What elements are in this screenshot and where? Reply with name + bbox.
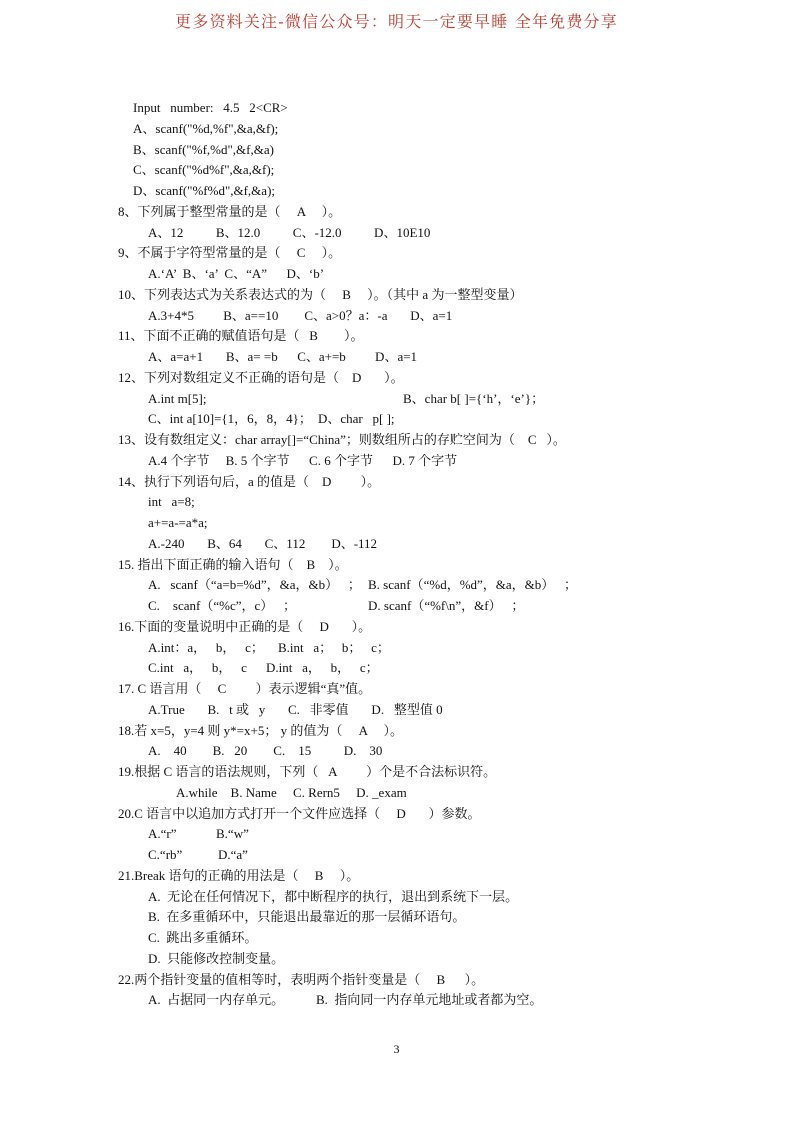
text-line [118, 866, 758, 887]
line-text: 14、执行下列语句后，a 的值是（ D ）。 [118, 473, 381, 489]
line-text: D、scanf("%f%d",&f,&a); [133, 183, 276, 198]
text-line [118, 575, 758, 596]
text-line [118, 243, 758, 264]
line-text: 8、下列属于整型常量的是（ A ）。 [118, 203, 342, 219]
line-text: A. scanf（“a=b=%d”，&a，&b） ； [148, 577, 361, 593]
text-line [118, 140, 758, 161]
text-line [118, 928, 758, 949]
text-line [118, 804, 758, 825]
line-text: A.“r” [148, 826, 177, 842]
line-text: A.4 个字节 B. 5 个字节 C. 6 个字节 D. 7 个字节 [148, 452, 458, 468]
line-text: A. 40 B. 20 C. 15 D. 30 [148, 743, 383, 759]
line-text: A. 无论在任何情况下，都中断程序的执行，退出到系统下一层。 [148, 888, 519, 904]
text-line [118, 783, 758, 804]
line-text: Input number: 4.5 2<CR> [133, 100, 288, 115]
page-number: 3 [393, 1042, 400, 1056]
text-line [118, 285, 758, 306]
text-line [118, 596, 758, 617]
text-line [118, 326, 758, 347]
text-line [118, 555, 758, 576]
text-line [118, 700, 758, 721]
text-line [118, 990, 758, 1011]
text-line [118, 223, 758, 244]
line-text: 22.两个指针变量的值相等时，表明两个指针变量是（ B ）。 [118, 971, 485, 987]
line-text: C. 跳出多重循环。 [148, 930, 258, 945]
text-line [118, 617, 758, 638]
line-text-column-2: B.“w” [216, 826, 249, 842]
line-text: 10、下列表达式为关系表达式的为（ B ）。（其中 a 为一整型变量） [118, 286, 523, 302]
line-text: A、12 B、12.0 C、-12.0 D、10E10 [148, 224, 431, 240]
line-text: C、scanf("%d%f",&a,&f); [133, 162, 275, 178]
line-text: a+=a-=a*a; [148, 515, 208, 530]
line-text: 13、设有数组定义：char array[]=“China”；则数组所占的存贮空间为（ C ）。 [118, 432, 566, 447]
line-text-column-2: D. scanf（“%f\n”，&f） ； [368, 598, 525, 613]
line-text: B、scanf("%f,%d",&f,&a) [133, 141, 274, 157]
text-line [118, 679, 758, 700]
text-line [118, 970, 758, 991]
line-text: A.int：a， b， c； [148, 639, 264, 655]
text-line [118, 347, 758, 368]
line-text-column-2: D.“a” [218, 847, 248, 862]
text-line [118, 949, 758, 970]
text-line [118, 638, 758, 659]
text-line [118, 845, 758, 866]
line-text-column-2: B.int a； b； c； [278, 639, 390, 655]
line-text: C.“rb” [148, 847, 183, 862]
text-line [118, 306, 758, 327]
text-line [118, 119, 758, 140]
text-line [118, 368, 758, 389]
line-text-column-2: B. scanf（“%d，%d”，&a，&b） ； [368, 577, 578, 593]
line-text: 17. C 语言用（ C ）表示逻辑“真”值。 [118, 681, 372, 696]
line-text: 21.Break 语句的正确的用法是（ B ）。 [118, 867, 360, 883]
line-text: A.‘A’ B、‘a’ C、“A” D、‘b’ [148, 266, 325, 281]
text-line [118, 389, 758, 410]
line-text: 16.下面的变量说明中正确的是（ D ）。 [118, 618, 372, 634]
text-line [118, 492, 758, 513]
line-text-column-2: D.int a， b， c； [266, 660, 379, 676]
line-text: 19.根据 C 语言的语法规则，下列（ A ）个是不合法标识符。 [118, 764, 497, 779]
line-text-column-2: D、char p[ ]; [318, 411, 395, 427]
line-text: D. 只能修改控制变量。 [148, 950, 285, 966]
line-text: C、int a[10]={1，6，8，4}； [148, 411, 312, 427]
line-text-column-2: B. 指向同一内存单元地址或者都为空。 [316, 992, 543, 1008]
line-text: B. 在多重循环中，只能退出最靠近的那一层循环语句。 [148, 909, 466, 925]
line-text: 18.若 x=5，y=4 则 y*=x+5； y 的值为（ A ）。 [118, 722, 403, 738]
text-line [118, 472, 758, 493]
text-line [118, 762, 758, 783]
text-line [118, 658, 758, 679]
line-text: C.int a， b， c [148, 660, 247, 676]
line-text: 9、不属于字符型常量的是（ C ）。 [118, 245, 342, 261]
line-text-column-2: B、char b[ ]={‘h’，‘e’}； [403, 390, 545, 406]
line-text: A.3+4*5 B、a==10 C、a>0？a：-a D、a=1 [148, 307, 453, 323]
text-line [118, 451, 758, 472]
text-line [118, 430, 758, 451]
line-text: 20.C 语言中以追加方式打开一个文件应选择（ D ）参数。 [118, 805, 481, 821]
text-line [118, 534, 758, 555]
line-text: A.True B. t 或 y C. 非零值 D. 整型值 0 [148, 701, 443, 717]
line-text: A.-240 B、64 C、112 D、-112 [148, 535, 378, 551]
text-line [118, 202, 758, 223]
text-line [118, 741, 758, 762]
line-text: A、scanf("%d,%f",&a,&f); [133, 120, 279, 136]
line-text: 12、下列对数组定义不正确的语句是（ D ）。 [118, 369, 404, 385]
text-line [118, 721, 758, 742]
text-line [118, 887, 758, 908]
text-line [118, 907, 758, 928]
document-body [118, 98, 758, 1011]
text-line [118, 824, 758, 845]
text-line [118, 98, 758, 119]
line-text: 15. 指出下面正确的输入语句（ B ）。 [118, 556, 348, 572]
line-text: int a=8; [148, 494, 195, 510]
line-text: A. 占据同一内存单元。 [148, 992, 285, 1008]
text-line [118, 409, 758, 430]
line-text: C. scanf（“%c”，c） ； [148, 598, 297, 613]
text-line [118, 160, 758, 181]
text-line [118, 264, 758, 285]
line-text: 11、下面不正确的赋值语句是（ B ）。 [118, 328, 364, 344]
header-banner: 更多资料关注-微信公众号：明天一定要早睡 全年免费分享 [175, 12, 618, 31]
line-text: A.int m[5]; [148, 390, 207, 406]
text-line [118, 181, 758, 202]
text-line [118, 513, 758, 534]
line-text: A、a=a+1 B、a= =b C、a+=b D、a=1 [148, 349, 418, 364]
line-text: A.while B. Name C. Rern5 D. _exam [176, 784, 407, 800]
